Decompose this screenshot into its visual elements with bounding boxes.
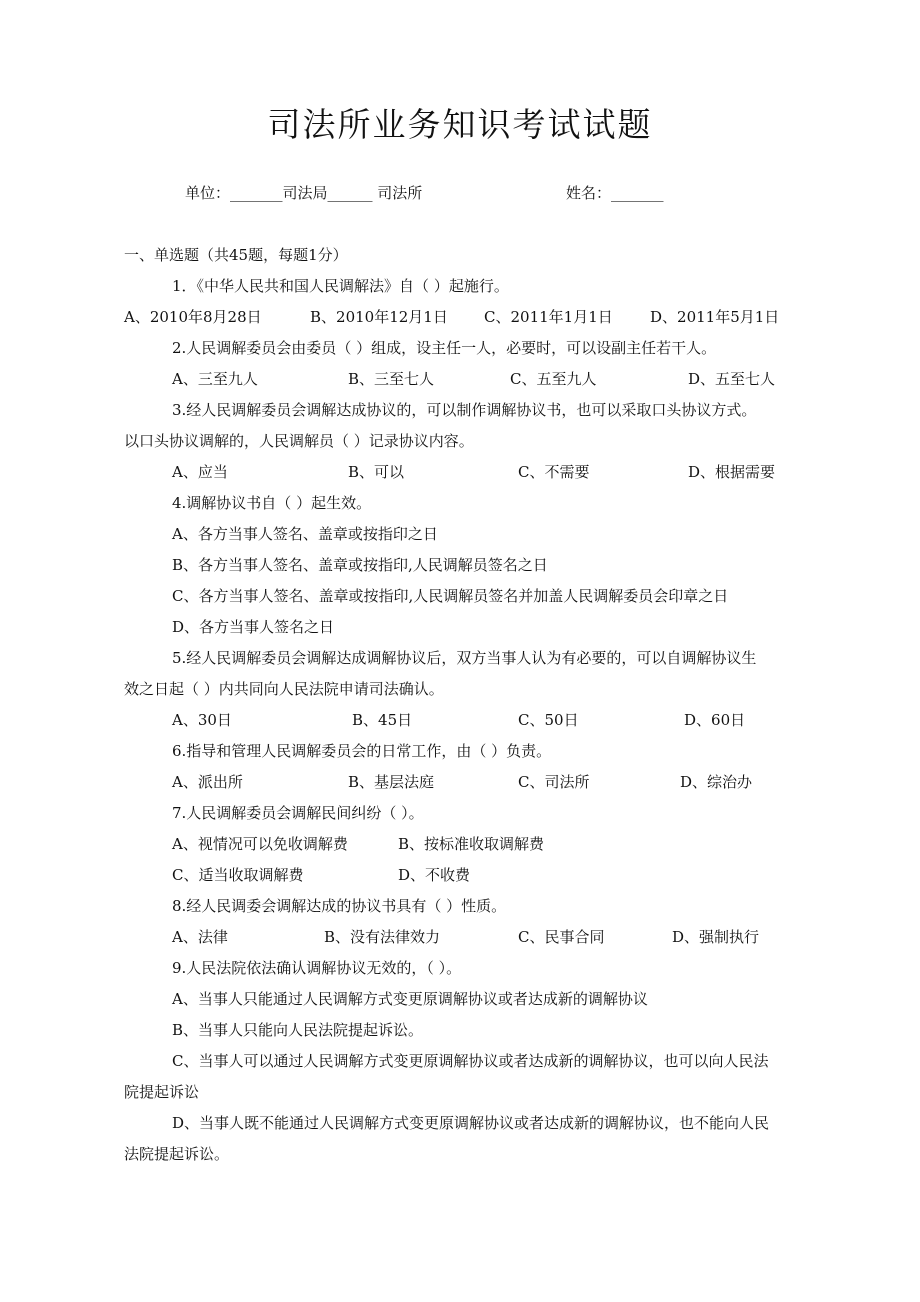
q8-option-b: B、没有法律效力	[324, 928, 441, 946]
q3-option-a: A、应当	[172, 463, 228, 481]
question-3-line-1: 3.经人民调解委员会调解达成协议的，可以制作调解协议书，也可以采取口头协议方式。	[172, 401, 757, 419]
q2-option-c: C、五至九人	[510, 370, 597, 388]
q6-option-c: C、司法所	[518, 773, 590, 791]
q3-option-b: B、可以	[348, 463, 405, 481]
q1-option-b: B、2010年12月1日	[310, 308, 448, 326]
q1-option-c: C、2011年1月1日	[484, 308, 613, 326]
q5-option-d: D、60日	[684, 711, 746, 729]
question-2: 2.人民调解委员会由委员（ ）组成，设主任一人，必要时，可以设副主任若干人。	[172, 339, 717, 357]
q2-option-b: B、三至七人	[348, 370, 435, 388]
question-9: 9.人民法院依法确认调解协议无效的，（ ）。	[172, 959, 462, 977]
q9-option-d-line-1: D、当事人既不能通过人民调解方式变更原调解协议或者达成新的调解协议，也不能向人民	[172, 1114, 770, 1132]
q9-option-b: B、当事人只能向人民法院提起诉讼。	[172, 1021, 424, 1039]
question-3-line-2: 以口头协议调解的，人民调解员（ ）记录协议内容。	[124, 432, 474, 450]
q2-option-d: D、五至七人	[688, 370, 776, 388]
q3-option-c: C、不需要	[518, 463, 590, 481]
q3-option-d: D、根据需要	[688, 463, 776, 481]
q7-option-d: D、不收费	[398, 866, 471, 884]
q4-option-b: B、各方当事人签名、盖章或按指印,人民调解员签名之日	[172, 556, 548, 574]
q4-option-a: A、各方当事人签名、盖章或按指印之日	[172, 525, 438, 543]
q5-option-c: C、50日	[518, 711, 579, 729]
q8-option-a: A、法律	[172, 928, 228, 946]
q9-option-a: A、当事人只能通过人民调解方式变更原调解协议或者达成新的调解协议	[172, 990, 648, 1008]
q7-option-a: A、视情况可以免收调解费	[172, 835, 348, 853]
q9-option-d-line-2: 法院提起诉讼。	[124, 1145, 230, 1163]
question-5-line-1: 5.经人民调解委员会调解达成调解协议后，双方当事人认为有必要的，可以自调解协议生	[172, 649, 757, 667]
q4-option-c: C、各方当事人签名、盖章或按指印,人民调解员签名并加盖人民调解委员会印章之日	[172, 587, 729, 605]
unit-field: 单位：_______司法局______ 司法所	[185, 184, 423, 202]
q6-option-a: A、派出所	[172, 773, 243, 791]
question-1: 1．《中华人民共和国人民调解法》自（ ）起施行。	[172, 277, 509, 295]
q1-option-d: D、2011年5月1日	[650, 308, 780, 326]
q5-option-b: B、45日	[352, 711, 413, 729]
q7-option-c: C、适当收取调解费	[172, 866, 304, 884]
question-8: 8.经人民调委会调解达成的协议书具有（ ）性质。	[172, 897, 507, 915]
q9-option-c-line-2: 院提起诉讼	[124, 1083, 200, 1101]
question-4: 4.调解协议书自（ ）起生效。	[172, 494, 372, 512]
section-heading: 一、单选题（共45题，每题1分）	[124, 246, 348, 264]
q9-option-c-line-1: C、当事人可以通过人民调解方式变更原调解协议或者达成新的调解协议，也可以向人民法	[172, 1052, 769, 1070]
q4-option-d: D、各方当事人签名之日	[172, 618, 335, 636]
question-6: 6.指导和管理人民调解委员会的日常工作，由（ ）负责。	[172, 742, 552, 760]
name-field: 姓名：_______	[566, 184, 664, 202]
q1-option-a: A、2010年8月28日	[124, 308, 262, 326]
q8-option-d: D、强制执行	[672, 928, 760, 946]
page-title: 司法所业务知识考试试题	[267, 105, 653, 144]
q7-option-b: B、按标准收取调解费	[398, 835, 545, 853]
question-7: 7.人民调解委员会调解民间纠纷（ ）。	[172, 804, 424, 822]
q6-option-b: B、基层法庭	[348, 773, 435, 791]
q8-option-c: C、民事合同	[518, 928, 605, 946]
question-5-line-2: 效之日起（ ）内共同向人民法院申请司法确认。	[124, 680, 444, 698]
q2-option-a: A、三至九人	[172, 370, 258, 388]
q5-option-a: A、30日	[172, 711, 232, 729]
q6-option-d: D、综治办	[680, 773, 753, 791]
